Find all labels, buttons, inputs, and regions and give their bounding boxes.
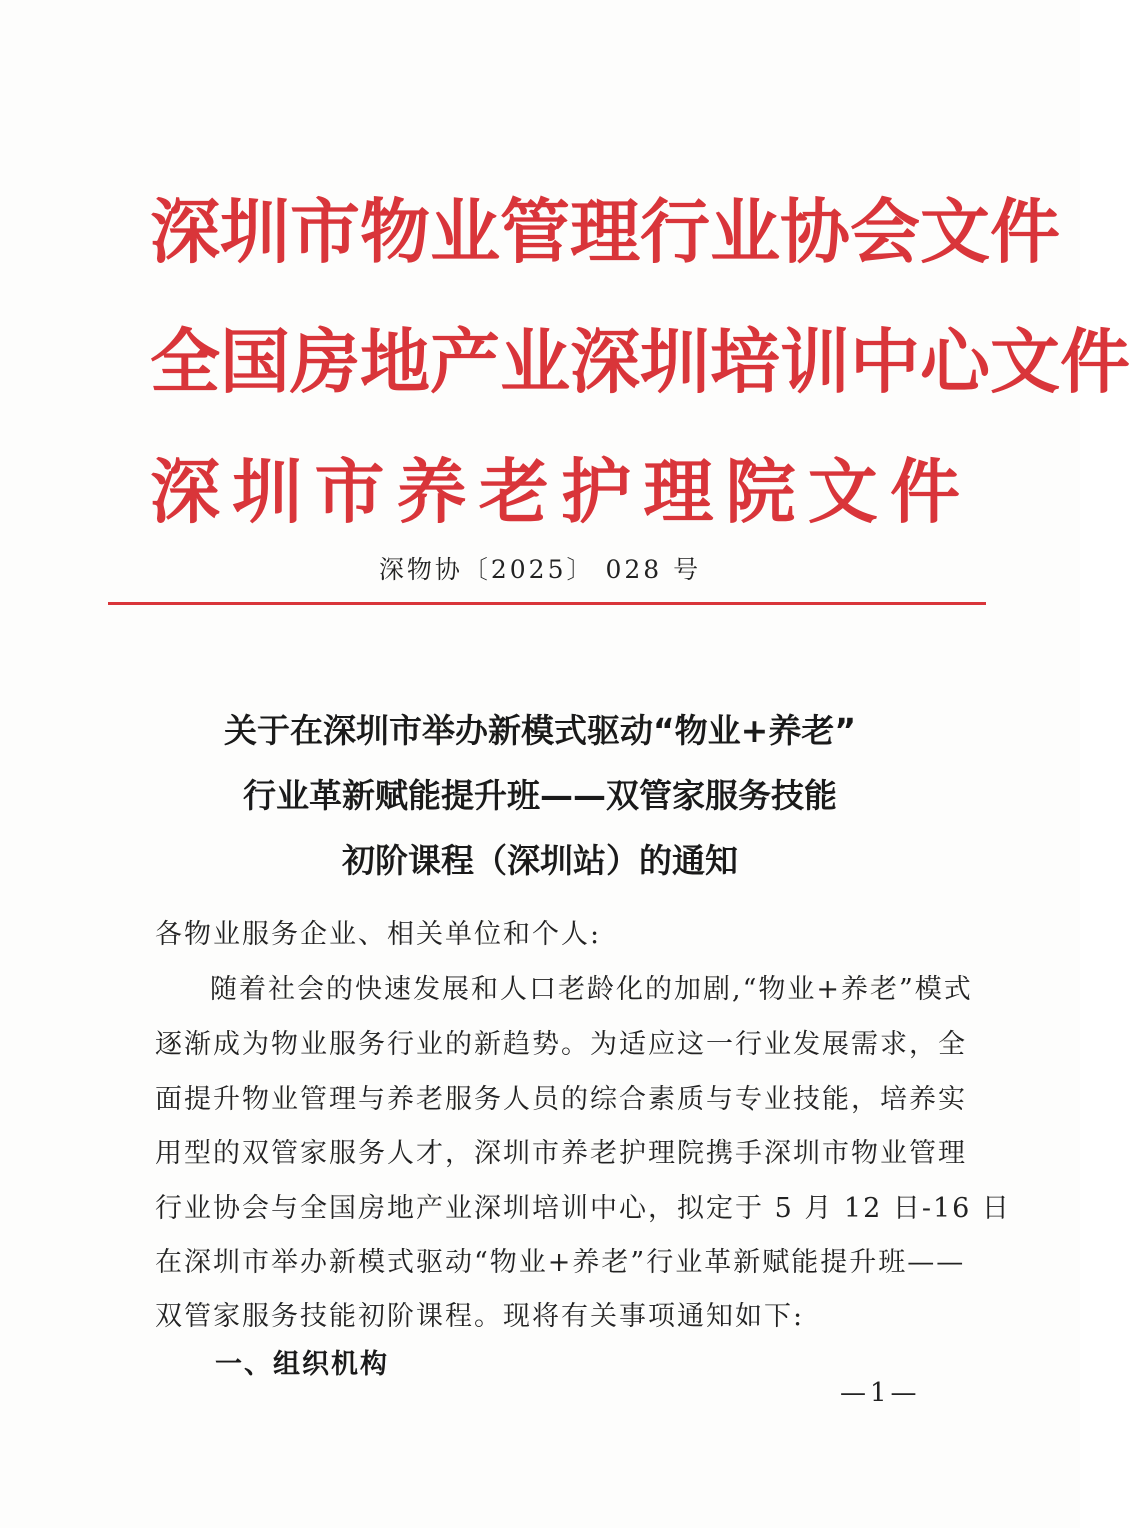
paragraph-line: 逐渐成为物业服务行业的新趋势。为适应这一行业发展需求，全 <box>155 1029 967 1060</box>
header-character: 国 <box>220 321 290 403</box>
red-separator-line <box>108 602 986 605</box>
header-character: 房 <box>290 321 360 403</box>
header-character: 深 <box>150 451 220 533</box>
header-character: 行 <box>640 191 710 273</box>
header-character: 管 <box>500 191 570 273</box>
header-character: 文 <box>990 321 1060 403</box>
header-character: 产 <box>430 321 500 403</box>
header-character: 圳 <box>640 321 710 403</box>
section-heading: 一、组织机构 <box>215 1349 389 1380</box>
paragraph-line: 双管家服务技能初阶课程。现将有关事项通知如下: <box>155 1301 805 1332</box>
header-character: 地 <box>360 321 430 403</box>
header-character: 心 <box>920 321 990 403</box>
header-character: 老 <box>478 451 549 533</box>
paragraph-line: 行业协会与全国房地产业深圳培训中心，拟定于 5 月 12 日-16 日 <box>155 1193 1011 1224</box>
notice-title-line-3: 初阶课程（深圳站）的通知 <box>342 841 738 880</box>
header-character: 养 <box>396 451 467 533</box>
header-character: 中 <box>850 321 920 403</box>
paragraph-line: 在深圳市举办新模式驱动“物业+养老”行业革新赋能提升班—— <box>155 1247 966 1278</box>
header-character: 市 <box>290 191 360 273</box>
header-character: 深 <box>570 321 640 403</box>
header-character: 件 <box>990 191 1060 273</box>
paragraph-line: 用型的双管家服务人才，深圳市养老护理院携手深圳市物业管理 <box>155 1138 967 1169</box>
header-character: 培 <box>710 321 780 403</box>
header-character: 业 <box>500 321 570 403</box>
header-character: 物 <box>360 191 430 273</box>
paragraph-line: 面提升物业管理与养老服务人员的综合素质与专业技能，培养实 <box>155 1084 967 1115</box>
header-character: 院 <box>725 451 796 533</box>
header-character: 全 <box>150 321 220 403</box>
document-number: 深物协〔2025〕 028 号 <box>378 555 702 584</box>
issuer-header-line-3 <box>150 446 960 538</box>
header-character: 文 <box>807 451 878 533</box>
header-character: 护 <box>561 451 632 533</box>
header-character: 业 <box>430 191 500 273</box>
header-character: 圳 <box>220 191 290 273</box>
header-character: 件 <box>889 451 960 533</box>
header-character: 协 <box>780 191 850 273</box>
header-character: 会 <box>850 191 920 273</box>
page-number: —1— <box>840 1378 921 1408</box>
paragraph-line: 随着社会的快速发展和人口老龄化的加剧,“物业+养老”模式 <box>210 974 973 1005</box>
header-character: 件 <box>1060 321 1130 403</box>
notice-title-line-2: 行业革新赋能提升班——双管家服务技能 <box>243 776 837 815</box>
header-character: 业 <box>710 191 780 273</box>
salutation: 各物业服务企业、相关单位和个人: <box>155 919 602 950</box>
notice-title-line-1: 关于在深圳市举办新模式驱动“物业+养老” <box>223 711 857 750</box>
issuer-header-line-1 <box>150 186 1060 278</box>
header-character: 圳 <box>232 451 303 533</box>
header-character: 市 <box>314 451 385 533</box>
issuer-header-line-2 <box>150 316 1130 408</box>
header-character: 深 <box>150 191 220 273</box>
header-character: 训 <box>780 321 850 403</box>
header-character: 理 <box>643 451 714 533</box>
header-character: 理 <box>570 191 640 273</box>
header-character: 文 <box>920 191 990 273</box>
